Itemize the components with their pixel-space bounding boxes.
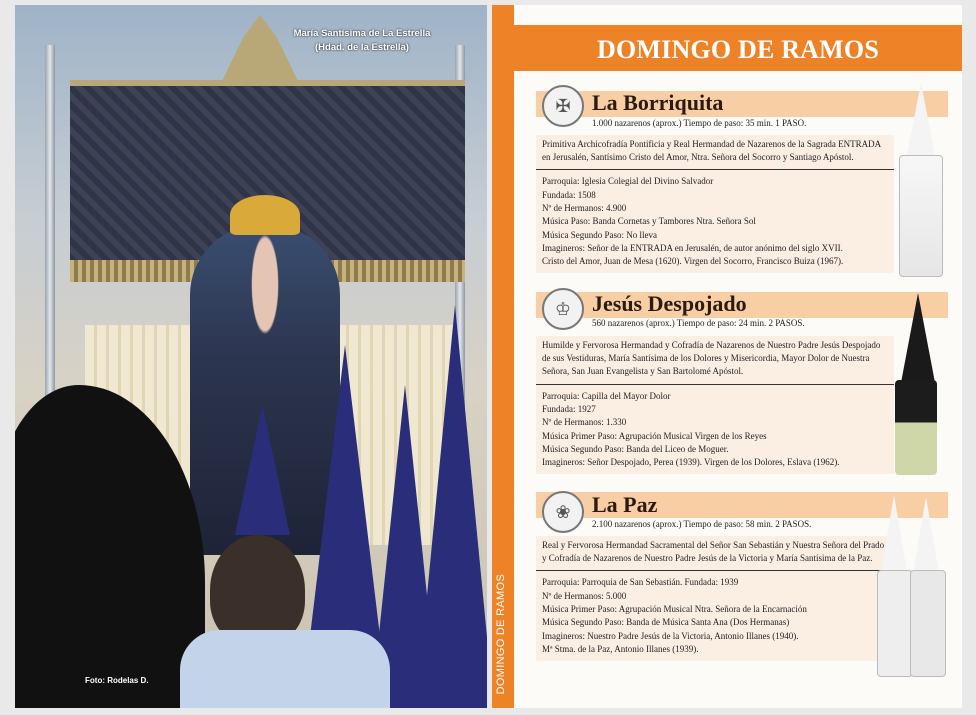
brotherhood-details [536,170,894,273]
white-robe [877,570,913,677]
schedule-page [492,5,962,708]
detail-line: Imagineros: Señor de la ENTRADA en Jerusalén, de autor anónimo del siglo XVII. [542,242,843,253]
detail-line: Música Segundo Paso: No lleva [542,229,657,240]
caption-line: María Santísima de La Estrella [293,28,431,39]
photo-caption [277,27,447,55]
detail-line: Música Segundo Paso: Banda del Liceo de Moguer. [542,443,729,454]
caption-line: (Hdad. de la Estrella) [315,42,409,53]
detail-line: Música Paso: Banda Cornetas y Tambores Ntra. Señora Sol [542,216,756,227]
detail-line: Parroquia: Parroquia de San Sebastián. Fundada: 1939 [542,577,739,588]
brotherhood-name: Jesús Despojado [592,291,747,316]
brotherhood-details [536,571,894,661]
virgin-crown [230,195,300,235]
brotherhood-info [536,336,894,474]
photo-credit: Foto: Rodelas D. [85,676,149,685]
brotherhood-description: Real y Fervorosa Hermandad Sacramental del Señor San Sebastián y Nuestra Señora del Prado y Cofradía de Nazarenos de Nuestro Padre Jesús de la Victoria y María Santísima de la Paz. [536,536,894,571]
detail-line: Música Primer Paso: Agrupación Musical Ntra. Señora de la Encarnación [542,604,807,614]
detail-line: Imagineros: Señor Despojado, Perea (1939). Virgen de los Dolores, Eslava (1962). [542,457,840,468]
detail-line: Nº de Hermanos: 4.900 [542,203,627,213]
title-banner [514,25,962,71]
detail-line: Fundada: 1927 [542,403,596,414]
white-robe [910,570,946,677]
brotherhood-info [536,135,894,273]
brotherhood-subline: 1.000 nazarenos (aprox.) Tiempo de paso: 35 min. 1 PASO. [592,118,807,128]
white-robe [899,155,943,277]
brotherhood-name: La Borriquita [592,90,724,115]
brotherhood-subline: 560 nazarenos (aprox.) Tiempo de paso: 24 min. 2 PASOS. [592,318,805,328]
spectator-head [210,535,305,645]
detail-line: Cristo del Amor, Juan de Mesa (1620). Virgen del Socorro, Francisco Buiza (1967). [542,256,844,267]
spectator-shirt [180,630,390,708]
brotherhood-info [536,536,894,661]
orange-spine [492,5,514,708]
brotherhood-description: Humilde y Fervorosa Hermandad y Cofradía de Nazarenos de Nuestro Padre Jesús Despojado de sus Vestiduras, María Santísima de los Dolores y Misericordia, Mayor Dolor de Nuestra Señora, San Juan Evangelista y San Bartolomé Apóstol. [536,336,894,385]
detail-line: Nº de Hermanos: 1.330 [542,417,627,428]
brotherhood-subline: 2.100 nazarenos (aprox.) Tiempo de paso: 58 min. 2 PASOS. [592,519,812,529]
procession-photo [15,5,487,708]
detail-line: Parroquia: Iglesia Colegial del Divino Salvador [542,176,714,187]
spine-label: DOMINGO DE RAMOS [495,573,507,694]
detail-line: Mª Stma. de la Paz, Antonio Illanes (1939). [542,643,699,654]
black-robe [895,380,937,475]
crest-icon: ✠ [542,85,584,127]
detail-line: Música Primer Paso: Agrupación Musical Virgen de los Reyes [542,430,767,441]
brotherhood-description: Primitiva Archicofradía Pontificia y Real Hermandad de Nazarenos de la Sagrada ENTRADA en Jerusalén, Santísimo Cristo del Amor, Ntra. Señora del Socorro y Santiago Apóstol. [536,135,894,170]
detail-line: Fundada: 1508 [542,189,596,200]
brotherhood-name: La Paz [592,492,658,517]
detail-line: Parroquia: Capilla del Mayor Dolor [542,390,671,401]
detail-line: Nº de Hermanos: 5.000 [542,590,627,601]
detail-line: Música Segundo Paso: Banda de Música Santa Ana (Dos Hermanas) [542,617,790,628]
brotherhood-details [536,385,894,475]
crest-icon: ♔ [542,288,584,330]
page-title: DOMINGO DE RAMOS [597,35,879,64]
detail-line: Imagineros: Nuestro Padre Jesús de la Victoria, Antonio Illanes (1940). [542,630,799,641]
crest-icon: ❀ [542,491,584,533]
